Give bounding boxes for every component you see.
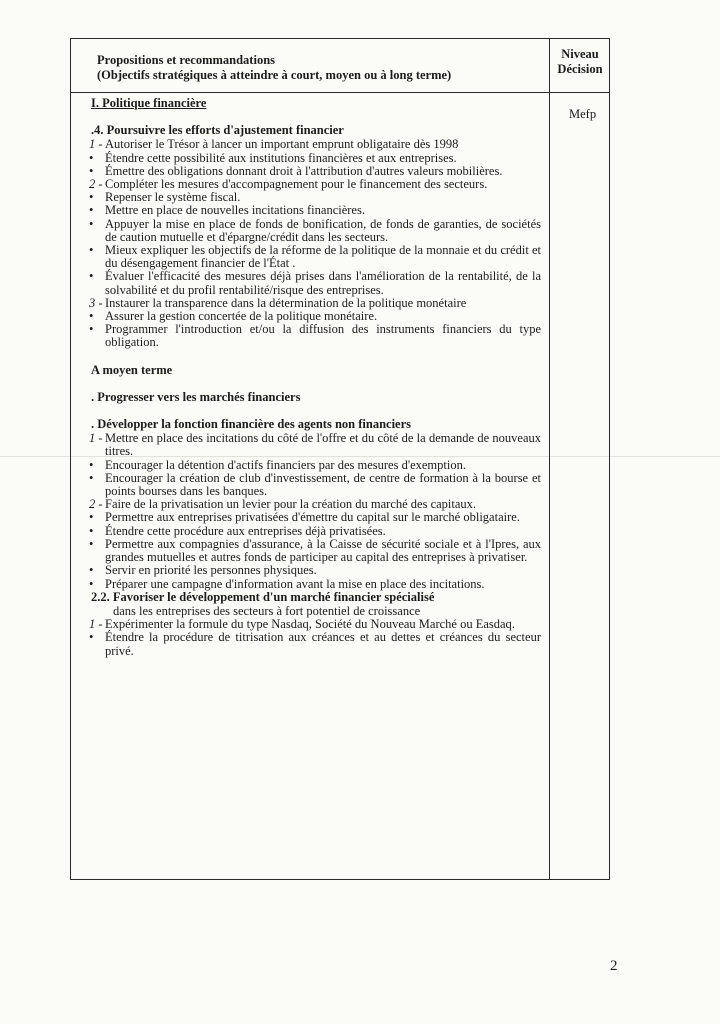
list-item — [89, 270, 541, 296]
list-marker: • — [89, 309, 94, 324]
list-item-text: Émettre des obligations donnant droit à l'attribution d'autres valeurs mobilières. — [105, 163, 503, 178]
list-marker: • — [89, 150, 94, 165]
column-divider — [549, 39, 550, 879]
list-item-text: Mettre en place des incitations du côté de l'offre et du côté de la demande de nouveaux titres. — [105, 431, 541, 459]
list-item-text: Servir en priorité les personnes physiques. — [105, 563, 317, 578]
list-marker: 2 - — [89, 177, 103, 192]
list-marker: 1 - — [89, 137, 103, 152]
list-item-text: Encourager la création de club d'investissement, de centre de formation à la bourse et points bourses dans les banques. — [105, 470, 541, 499]
list-marker: • — [89, 190, 94, 205]
list-item — [89, 244, 541, 270]
list-item-text: Permettre aux entreprises privatisées d'émettre du capital sur le marché obligataire. — [105, 510, 520, 525]
list-marker: • — [89, 163, 94, 178]
list-item — [89, 631, 541, 657]
list-marker: • — [89, 510, 94, 525]
list-item-text: Mettre en place de nouvelles incitations financières. — [105, 203, 365, 218]
list-ajustement — [89, 138, 541, 349]
list-item-text: Appuyer la mise en place de fonds de bonification, de fonds de garanties, de sociétés de caution mutuelle et d'épargne/crédit dans les secteurs. — [105, 216, 541, 244]
list-item-text: Compléter les mesures d'accompagnement pour le financement des secteurs. — [105, 177, 488, 192]
list-fonction — [89, 432, 541, 590]
list-marker: • — [89, 243, 94, 258]
list-marker: • — [89, 269, 94, 284]
list-item-text: Expérimenter la formule du type Nasdaq, Société du Nouveau Marché ou Easdaq. — [105, 617, 515, 632]
list-marker: • — [89, 563, 94, 578]
header-niveau: Niveau — [561, 47, 599, 61]
list-item-text: Permettre aux compagnies d'assurance, à la Caisse de sécurité sociale et à l'Ipres, aux grandes mutuelles et autres fonds de participer au capital des entreprises à privatiser. — [105, 536, 541, 565]
list-marker: 1 - — [89, 617, 103, 632]
header-line-2: (Objectifs stratégiques à atteindre à court, moyen ou à long terme) — [97, 68, 452, 82]
header-niveau-decision — [551, 47, 609, 77]
section-title: I. Politique financière — [91, 96, 207, 110]
header-divider — [71, 92, 609, 93]
list-item-text: Instaurer la transparence dans la détermination de la politique monétaire — [105, 295, 467, 310]
page-number: 2 — [610, 958, 618, 974]
table-content — [89, 97, 541, 658]
list-item-text: Programmer l'introduction et/ou la diffusion des instruments financiers du type obligation. — [105, 322, 541, 350]
list-item-text: Mieux expliquer les objectifs de la réforme de la politique de la monnaie et du crédit et du désengagement financier de l'État . — [105, 243, 541, 271]
subsection-marches: . Progresser vers les marchés financiers — [91, 389, 301, 404]
list-marker: • — [89, 576, 94, 591]
list-item-text: Étendre la procédure de titrisation aux créances et au dettes et créances du secteur privé. — [105, 630, 541, 658]
subsection-moyen-terme: A moyen terme — [91, 362, 173, 377]
list-item-text: Faire de la privatisation un levier pour la création du marché des capitaux. — [105, 497, 477, 512]
list-item-text: Encourager la détention d'actifs financiers par des mesures d'exemption. — [105, 457, 466, 472]
list-marche-specialise — [89, 618, 541, 658]
list-item-text: Autoriser le Trésor à lancer un important emprunt obligataire dès 1998 — [105, 137, 459, 152]
list-item — [89, 432, 541, 458]
subsection-marche-specialise-line2: dans les entreprises des secteurs à fort potentiel de croissance — [113, 603, 421, 618]
list-item-text: Repenser le système fiscal. — [105, 190, 241, 205]
subsection-ajustement: .4. Poursuivre les efforts d'ajustement financier — [91, 123, 344, 138]
list-item — [89, 578, 541, 591]
header-decision: Décision — [557, 62, 603, 76]
list-item — [89, 538, 541, 564]
list-marker: 2 - — [89, 497, 103, 512]
list-item — [89, 218, 541, 244]
list-marker: • — [89, 630, 94, 645]
list-marker: • — [89, 322, 94, 337]
recommendations-table — [70, 38, 610, 880]
list-marker: • — [89, 470, 94, 485]
list-item — [89, 323, 541, 349]
list-item-text: Étendre cette procédure aux entreprises déjà privatisées. — [105, 523, 386, 538]
list-marker: 1 - — [89, 431, 103, 446]
list-marker: • — [89, 203, 94, 218]
decision-level: Mefp — [569, 107, 597, 121]
list-marker: • — [89, 523, 94, 538]
list-marker: • — [89, 216, 94, 231]
list-marker: • — [89, 457, 94, 472]
subsection-fonction: . Développer la fonction financière des agents non financiers — [91, 417, 412, 432]
list-marker: 3 - — [89, 295, 103, 310]
list-marker: • — [89, 536, 94, 551]
list-item-text: Assurer la gestion concertée de la politique monétaire. — [105, 309, 378, 324]
list-item-text: Préparer une campagne d'information avant la mise en place des incitations. — [105, 576, 485, 591]
header-line-1: Propositions et recommandations — [97, 53, 276, 67]
list-item-text: Évaluer l'efficacité des mesures déjà prises dans l'amélioration de la rentabilité, de la solvabilité et du profil rentabilité/risque des entreprises. — [105, 269, 541, 297]
header-propositions — [97, 53, 545, 83]
subsection-marche-specialise: 2.2. Favoriser le développement d'un marché financier spécialisé — [91, 589, 435, 604]
list-item-text: Étendre cette possibilité aux institutions financières et aux entreprises. — [105, 150, 457, 165]
list-item — [89, 472, 541, 498]
